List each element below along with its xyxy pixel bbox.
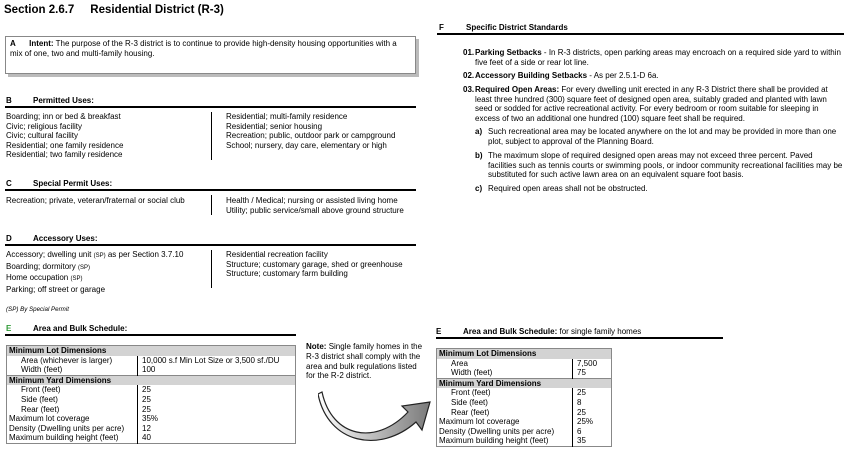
list-item: Residential; multi-family residence [226, 112, 348, 121]
table-cell-label: Width (feet) [451, 368, 493, 378]
accessory-heading [6, 234, 97, 244]
table-row [7, 356, 296, 366]
list-item: Structure; customary garage, shed or greenhouse [226, 259, 403, 269]
table-cell-label: Rear (feet) [451, 407, 490, 417]
list-item: Residential; one family residence [6, 140, 124, 150]
table-cell-label: Rear (feet) [21, 404, 60, 414]
sp-tag: (SP) [78, 264, 91, 271]
table-cell-label: Width (feet) [21, 365, 63, 375]
column-divider [211, 250, 212, 288]
permitted-left-list [6, 112, 123, 160]
table-cell-label: Density (Dwelling units per acre) [9, 423, 125, 433]
list-item: Civic; cultural facility [6, 131, 79, 141]
note-text: Single family homes in the R-3 district shall comply with the area and bulk regulations listed for the R-2 district. [306, 342, 423, 381]
table-cell-label: Maximum lot coverage [9, 414, 90, 424]
intent-letter: A [10, 39, 16, 48]
table-row [437, 427, 612, 437]
special-permit-rule [5, 189, 416, 191]
note [306, 342, 424, 381]
table-row [437, 388, 612, 398]
page-title: Section 2.6.7 Residential District (R-3) [4, 4, 224, 16]
list-item: Health / Medical; nursing or assisted living home [226, 196, 398, 205]
table-cell-value: 12 [138, 424, 296, 434]
table-cell-label: Side (feet) [21, 394, 58, 404]
list-item: Residential recreation facility [226, 250, 328, 259]
curved-arrow-icon [318, 388, 436, 446]
table-row [7, 405, 296, 415]
special-permit-letter: C [6, 179, 12, 188]
list-item: Parking; off street or garage [6, 284, 106, 294]
bulk-right-letter: E [436, 327, 442, 336]
bulk-right-table [436, 348, 612, 447]
special-permit-heading-text: Special Permit Uses: [33, 179, 113, 188]
table-cell-label: Minimum Yard Dimensions [7, 375, 138, 385]
table-cell-value: 35 [573, 436, 612, 446]
column-divider [211, 112, 212, 160]
sp-tag: (SP) [93, 253, 106, 259]
list-item: Recreation; private, veteran/fraternal or social club [6, 196, 185, 205]
standard-required-open-areas: 03. Required Open Areas: For every dwelling unit erected in any R-3 District there shall be provided at least three hundred (300) square feet of designed open area, suitably graded and planted with lawn seed or sodded for active recreational activity. For every bedroom or room suitable for sleeping in excess of two an additional one hundred (100) square feet shall be required. [463, 85, 828, 123]
sp-tag: (SP) [70, 276, 83, 283]
list-item: School; nursery, day care, elementary or high [226, 140, 387, 150]
permitted-rule [5, 106, 416, 108]
table-cell-value: 25 [138, 405, 296, 415]
table-cell-label: Maximum building height (feet) [439, 436, 549, 446]
permitted-right-list [226, 112, 395, 150]
standard-accessory-building-setbacks: 02. Accessory Building Setbacks - As per 2.5.1-D 6a. [463, 71, 659, 80]
bulk-right-rule [436, 337, 723, 339]
standard-parking-setbacks: 01. Parking Setbacks - In R-3 districts, open parking areas may encroach on a required side yard to within five feet of a side or rear lot line. [463, 48, 841, 67]
list-item: Boarding; dormitory (SP) [6, 261, 91, 271]
table-row [437, 408, 612, 418]
table-row [437, 417, 612, 427]
intent-box [5, 36, 416, 74]
special-permit-heading [6, 179, 112, 189]
table-row [7, 375, 296, 385]
table-cell-value: 25% [573, 417, 612, 427]
table-cell-label: Maximum lot coverage [439, 417, 520, 427]
column-divider [211, 195, 212, 215]
standard-sub-a: a) Such recreational area may be located anywhere on the lot and may be provided in more than one plot, subject to approval of the Planning Board. [475, 127, 837, 146]
table-cell-value: 7,500 [573, 359, 612, 369]
bulk-left-letter: E [6, 324, 12, 333]
bulk-left-table [6, 345, 296, 444]
list-item: Residential; senior housing [226, 121, 323, 131]
standards-rule [437, 33, 844, 35]
table-row [7, 385, 296, 395]
bulk-right-suffix: for single family homes [559, 327, 642, 336]
table-cell-value: 25 [138, 395, 296, 405]
table-cell-label: Maximum building height (feet) [9, 433, 119, 443]
list-item: Home occupation (SP) [6, 273, 83, 283]
table-row [7, 424, 296, 434]
standards-heading-text: Specific District Standards [466, 23, 568, 32]
standards-letter: F [439, 23, 444, 32]
table-cell-value [573, 349, 612, 359]
bulk-left-rule [5, 334, 296, 336]
table-row [7, 346, 296, 356]
table-row [437, 436, 612, 446]
list-item: Utility; public service/small above ground structure [226, 205, 404, 215]
table-row [437, 368, 612, 378]
table-row [437, 378, 612, 388]
table-cell-value: 25 [573, 388, 612, 398]
special-permit-right-list [226, 196, 404, 215]
table-cell-value: 35% [138, 414, 296, 424]
intent-label: Intent: [29, 39, 54, 48]
table-cell-label: Density (Dwelling units per acre) [439, 426, 555, 436]
table-cell-value: 40 [138, 433, 296, 443]
permitted-heading-text: Permitted Uses: [33, 96, 94, 105]
note-label: Note: [306, 342, 327, 351]
table-cell-value: 6 [573, 427, 612, 437]
table-cell-value: 75 [573, 368, 612, 378]
intent-text: The purpose of the R-3 district is to continue to provide high-density housing opportunities with a mix of one, two and multi-family housing. [10, 39, 397, 58]
bulk-left-heading-text: Area and Bulk Schedule: [33, 324, 128, 333]
accessory-rule [5, 244, 416, 246]
permitted-letter: B [6, 96, 12, 105]
table-row [7, 395, 296, 405]
table-row [7, 414, 296, 424]
table-cell-label: Area [451, 358, 468, 368]
standard-sub-b: b) The maximum slope of required designed open areas may not exceed three percent. Paved facilities such as tennis courts or swimming pools, or indoor community recreational facilities may be substituted for such active lawn area on an equivalent square foot basis. [475, 151, 843, 180]
list-item: Structure; customary farm building [226, 269, 348, 279]
table-row [7, 365, 296, 375]
list-item: Boarding; inn or bed & breakfast [6, 112, 121, 121]
table-cell-label: Minimum Lot Dimensions [7, 346, 138, 356]
table-cell-label: Front (feet) [451, 388, 491, 398]
table-cell-label: Minimum Yard Dimensions [437, 378, 573, 388]
table-cell-label: Side (feet) [451, 397, 488, 407]
list-item: Recreation; public, outdoor park or campground [226, 131, 396, 141]
table-cell-value [573, 378, 612, 388]
standards-heading [439, 23, 568, 33]
list-item: Accessory; dwelling unit (SP) as per Section 3.7.10 [6, 250, 184, 259]
table-cell-value: 8 [573, 398, 612, 408]
table-cell-value: 10,000 s.f Min Lot Size or 3,500 sf./DU [138, 356, 296, 366]
table-cell-value: 100 [138, 365, 296, 375]
table-cell-value [138, 375, 296, 385]
permitted-heading [6, 96, 94, 106]
bulk-right-heading [436, 327, 641, 337]
accessory-letter: D [6, 234, 12, 243]
table-cell-label: Minimum Lot Dimensions [437, 349, 573, 359]
table-cell-value [138, 346, 296, 356]
table-cell-label: Front (feet) [21, 385, 61, 395]
bulk-right-heading-text: Area and Bulk Schedule: [463, 327, 558, 336]
list-item: Residential; two family residence [6, 150, 123, 160]
accessory-right-list [226, 250, 403, 279]
accessory-heading-text: Accessory Uses: [33, 234, 98, 243]
bulk-left-heading [6, 324, 127, 334]
special-permit-note: (SP) By Special Permit [6, 306, 69, 313]
accessory-left-list [6, 250, 183, 294]
table-cell-value: 25 [573, 408, 612, 418]
table-row [7, 433, 296, 443]
table-cell-label: Area (whichever is larger) [21, 355, 113, 365]
list-item: Civic; religious facility [6, 121, 83, 131]
table-row [437, 349, 612, 359]
table-row [437, 359, 612, 369]
standard-sub-c: c) Required open areas shall not be obstructed. [475, 184, 648, 193]
special-permit-left-list [6, 196, 185, 206]
table-row [437, 398, 612, 408]
table-cell-value: 25 [138, 385, 296, 395]
